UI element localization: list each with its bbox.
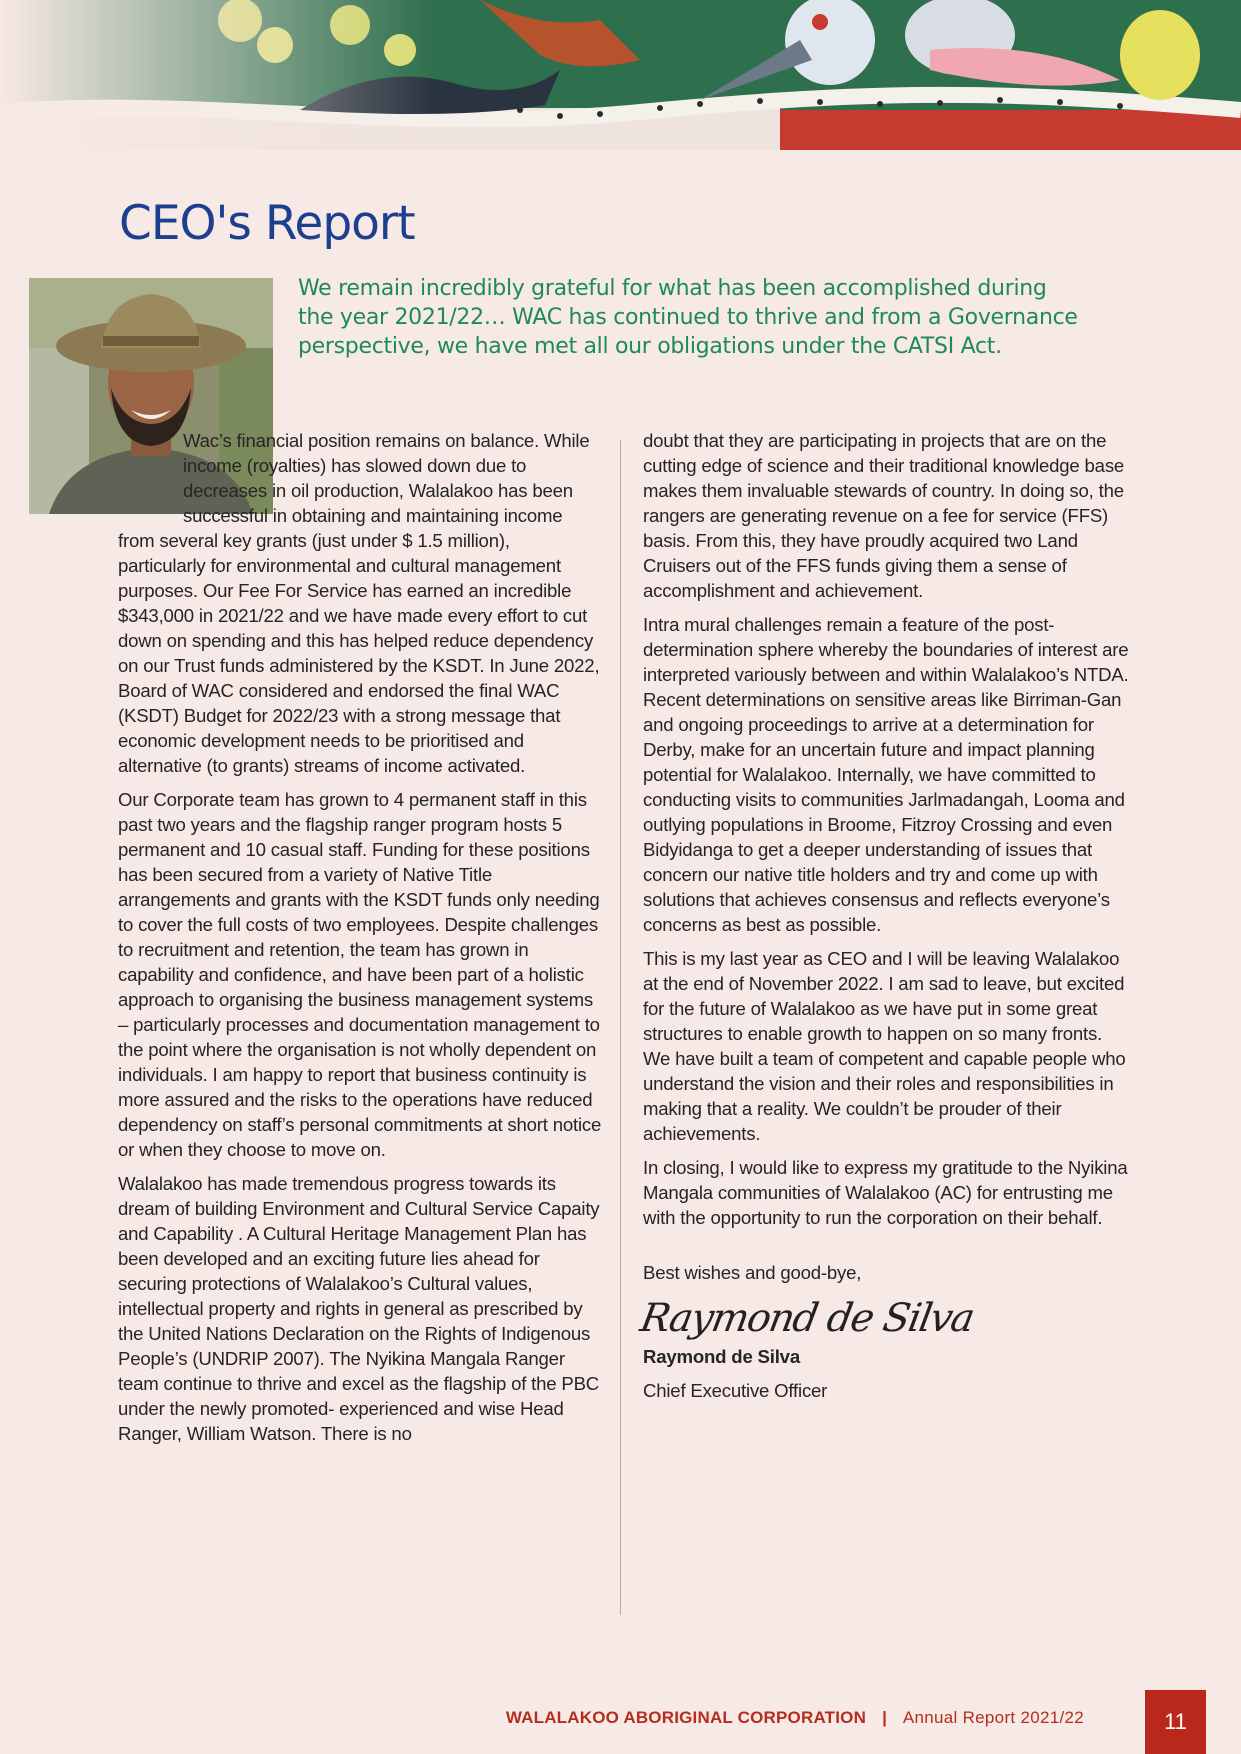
body-paragraph: Our Corporate team has grown to 4 permanent staff in this past two years and the flagship ranger program hosts 5 permanent and 10 casual staff. Funding for these positions has been secured from a variety of Native Title arrangements and grants with the KSDT funds only needing to cover the full costs of two employees. Despite challenges to recruitment and retention, the team has grown in capability and confidence, and have been part of a holistic approach to organising the business management systems – particularly processes and documentation management to the point where the organisation is not wholly dependent on individuals. I am happy to report that business continuity is more assured and the risks to the operations have reduced dependency on staff’s personal commitments at short notice or when they choose to move on. — [118, 789, 602, 1160]
body-paragraph: This is my last year as CEO and I will be leaving Walalakoo at the end of November 2022. I am sad to leave, but excited for the future of Walalakoo as we have put in some great structures to enable growth to happen on so many fronts. We have built a team of competent and capable people who understand the vision and their roles and responsibilities in making that a reality. We couldn’t be prouder of their achievements. — [643, 948, 1126, 1144]
page-title: CEO's Report — [119, 196, 415, 251]
body-paragraph: Walalakoo has made tremendous progress towards its dream of building Environment and Cultural Service Capaity and Capability . A Cultural Heritage Management Plan has been developed and an exciting future lies ahead for securing protections of Walalakoo’s Cultural values, intellectual property and rights in general as prescribed by the United Nations Declaration on the Rights of Indigenous People’s (UNDRIP 2007). The Nyikina Mangala Ranger team continue to thrive and excel as the flagship of the PBC under the newly promoted- experienced and wise Head Ranger, William Watson. There is no — [118, 1173, 600, 1444]
page-number: 11 — [1145, 1690, 1206, 1754]
column-divider — [620, 440, 621, 1615]
footer-org-name: WALALAKOO ABORIGINAL CORPORATION — [505, 1708, 867, 1727]
intro-quote: We remain incredibly grateful for what has been accomplished during the year 2021/22… WAC has continued to thrive and from a Governance perspective, we have met all our obligations under the CATSI Act. — [298, 276, 1078, 359]
footer-report-title: Annual Report 2021/22 — [902, 1708, 1084, 1727]
body-paragraph: doubt that they are participating in projects that are on the cutting edge of science and their traditional knowledge base makes them invaluable stewards of country. In doing so, the rangers are generating revenue on a fee for service (FFS) basis. From this, they have proudly acquired two Land Cruisers out of the FFS funds giving them a sense of accomplishment and achievement. — [643, 430, 1125, 601]
photo-wrap-space — [0, 428, 183, 528]
signatory-name: Raymond de Silva — [643, 1346, 800, 1367]
signatory-role: Chief Executive Officer — [643, 1380, 828, 1401]
closing-line: Best wishes and good-bye, — [643, 1262, 862, 1283]
handwritten-signature: Raymond de Silva — [637, 1296, 977, 1341]
body-paragraph: In closing, I would like to express my gratitude to the Nyikina Mangala communities of Walalakoo (AC) for entrusting me with the opportunity to run the corporation on their behalf. — [643, 1157, 1128, 1228]
left-column — [118, 428, 602, 1455]
body-paragraph: Intra mural challenges remain a feature of the post-determination sphere whereby the boundaries of interest are interpreted variously between and within Walalakoo’s NTDA. Recent determinations on sensitive areas like Birriman-Gan and ongoing proceedings to arrive at a determination for Derby, make for an uncertain future and impact planning potential for Walalakoo. Internally, we have committed to conducting visits to communities Jarlmadangah, Looma and outlying populations in Broome, Fitzroy Crossing and even Bidyidanga to get a deeper understanding of issues that concern our native title holders and try and come up with solutions that achieves consensus and reflects everyone’s concerns as best as possible. — [643, 614, 1129, 935]
footer-separator: | — [882, 1708, 887, 1727]
right-column — [637, 428, 1131, 1412]
header-artwork — [0, 0, 1241, 150]
body-paragraph: Wac’s financial position remains on balance. While income (royalties) has slowed down due to decreases in oil production, Walalakoo has been successful in obtaining and maintaining income from several key grants (just under $ 1.5 million), particularly for environmental and cultural management purposes. Our Fee For Service has earned an incredible $343,000 in 2021/22 and we have made every effort to cut down on spending and this has helped reduce dependency on our Trust funds administered by the KSDT. In June 2022, Board of WAC considered and endorsed the final WAC (KSDT) Budget for 2022/23 with a strong message that economic development needs to be prioritised and alternative (to grants) streams of income activated. — [118, 430, 600, 776]
page-footer — [506, 1708, 1084, 1728]
